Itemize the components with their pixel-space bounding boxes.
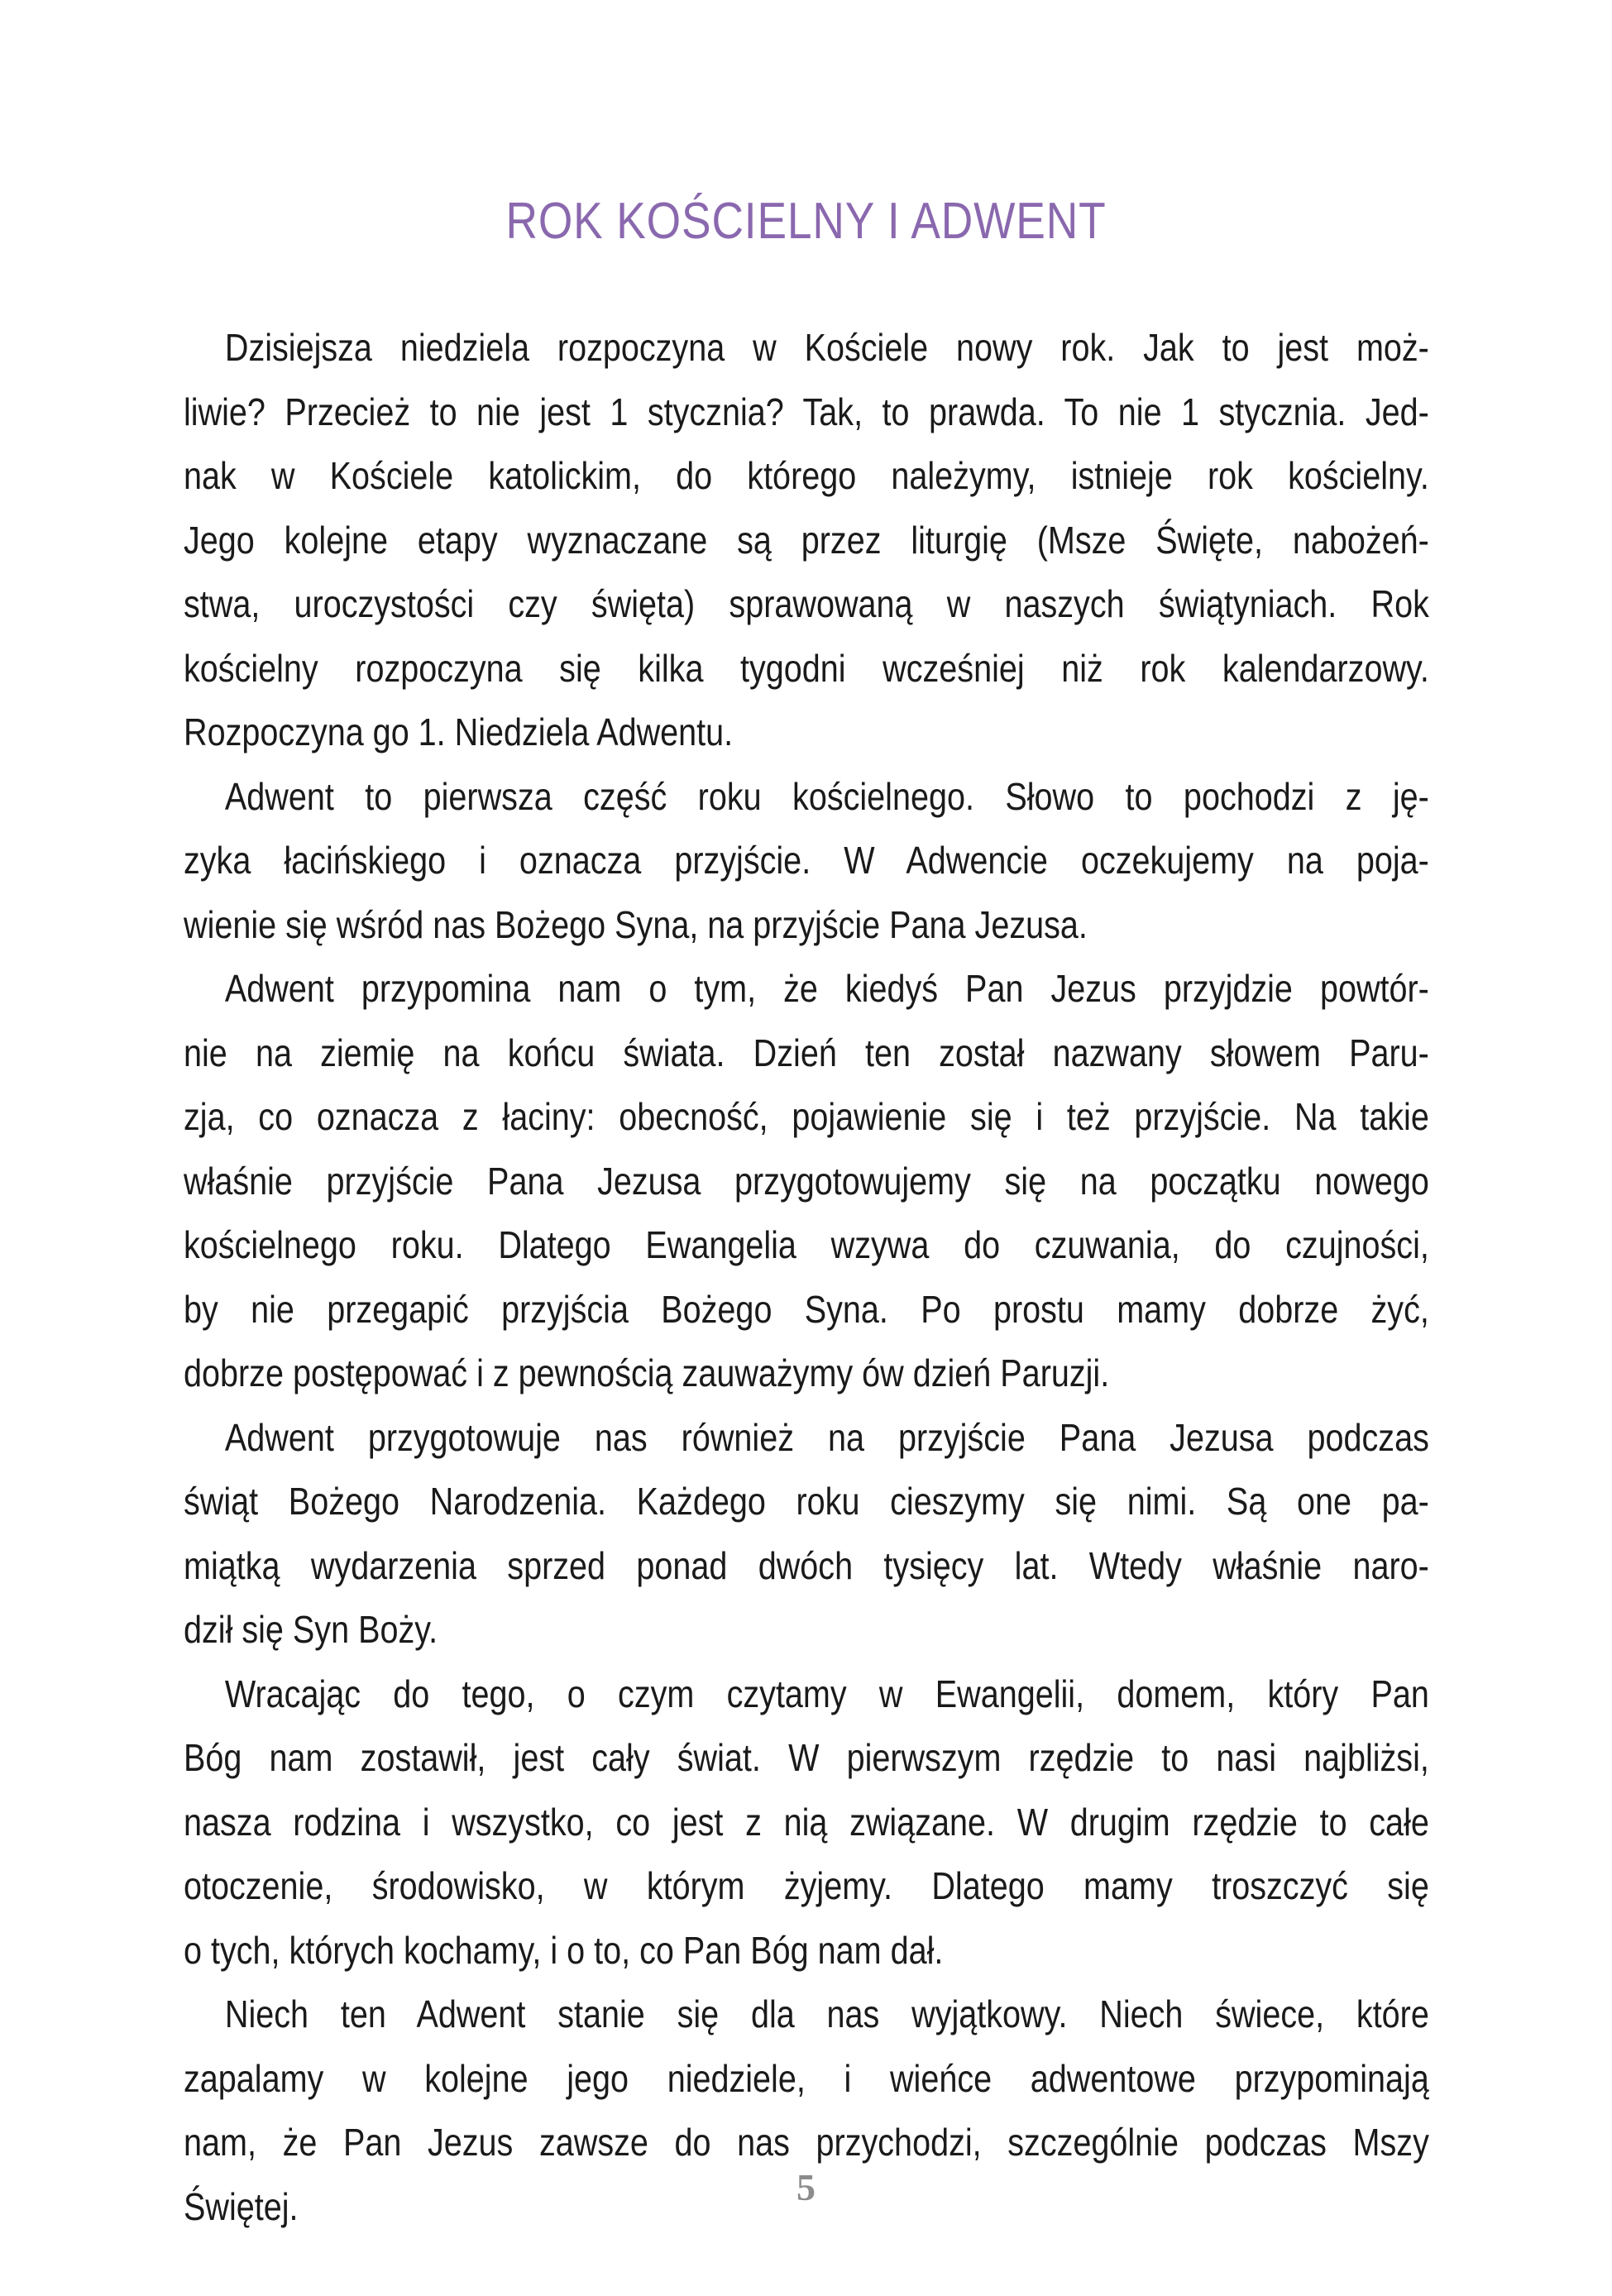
text-line: Adwent to pierwsza część roku kościelnego. Słowo to pochodzi z ję-: [224, 774, 1429, 818]
text-line: nam, że Pan Jezus zawsze do nas przychodzi, szczególnie podczas Mszy: [184, 2121, 1429, 2164]
text-line: Wracając do tego, o czym czytamy w Ewangelii, domem, który Pan: [224, 1672, 1429, 1715]
text-line: kościelnego roku. Dlatego Ewangelia wzywa do czuwania, do czujności,: [184, 1223, 1429, 1266]
text-line: zja, co oznacza z łaciny: obecność, pojawienie się i też przyjście. Na takie: [184, 1095, 1429, 1138]
text-line: Adwent przypomina nam o tym, że kiedyś Pan Jezus przyjdzie powtór-: [224, 967, 1429, 1010]
text-line: Dzisiejsza niedziela rozpoczyna w Kościele nowy rok. Jak to jest moż-: [224, 326, 1429, 369]
paragraph: [184, 1406, 1429, 1662]
text-line: liwie? Przecież to nie jest 1 stycznia? Tak, to prawda. To nie 1 stycznia. Jed-: [184, 390, 1429, 433]
text-line: świąt Bożego Narodzenia. Każdego roku cieszymy się nimi. Są one pa-: [184, 1480, 1429, 1523]
text-line: zapalamy w kolejne jego niedziele, i wieńce adwentowe przypominają: [184, 2056, 1429, 2100]
text-line: nie na ziemię na końcu świata. Dzień ten został nazwany słowem Paru-: [184, 1031, 1429, 1074]
text-line: Adwent przygotowuje nas również na przyjście Pana Jezusa podczas: [224, 1415, 1429, 1459]
text-line: właśnie przyjście Pana Jezusa przygotowujemy się na początku nowego: [184, 1159, 1429, 1203]
text-line: o tych, których kochamy, i o to, co Pan Bóg nam dał.: [184, 1928, 944, 1972]
page-number: 5: [796, 2166, 816, 2208]
text-line: stwa, uroczystości czy święta) sprawowaną w naszych świątyniach. Rok: [184, 582, 1429, 625]
paragraph: [184, 957, 1429, 1406]
paragraph: [184, 316, 1429, 765]
text-line: dobrze postępować i z pewnością zauważymy ów dzień Paruzji.: [184, 1351, 1110, 1394]
paragraph: [184, 765, 1429, 958]
text-line: Rozpoczyna go 1. Niedziela Adwentu.: [184, 710, 734, 753]
text-line: Niech ten Adwent stanie się dla nas wyjątkowy. Niech świece, które: [224, 1992, 1429, 2035]
text-line: dził się Syn Boży.: [184, 1608, 438, 1651]
text-line: otoczenie, środowisko, w którym żyjemy. Dlatego mamy troszczyć się: [184, 1864, 1429, 1907]
text-line: kościelny rozpoczyna się kilka tygodni wcześniej niż rok kalendarzowy.: [184, 646, 1429, 690]
text-line: nasza rodzina i wszystko, co jest z nią związane. W drugim rzędzie to całe: [184, 1800, 1429, 1844]
text-line: Jego kolejne etapy wyznaczane są przez liturgię (Msze Święte, nabożeń-: [184, 518, 1429, 562]
text-line: Świętej.: [184, 2184, 299, 2228]
text-line: wienie się wśród nas Bożego Syna, na przyjście Pana Jezusa.: [184, 902, 1088, 946]
body-text: [184, 316, 1429, 2239]
text-line: by nie przegapić przyjścia Bożego Syna. Po prostu mamy dobrze żyć,: [184, 1287, 1429, 1331]
text-line: zyka łacińskiego i oznacza przyjście. W Adwencie oczekujemy na poja-: [184, 839, 1429, 882]
page-title: ROK KOŚCIELNY I ADWENT: [505, 193, 1107, 250]
paragraph: [184, 1662, 1429, 1983]
text-line: Bóg nam zostawił, jest cały świat. W pierwszym rzędzie to nasi najbliżsi,: [184, 1736, 1429, 1779]
text-line: miątką wydarzenia sprzed ponad dwóch tysięcy lat. Wtedy właśnie naro-: [184, 1543, 1429, 1587]
text-line: nak w Kościele katolickim, do którego należymy, istnieje rok kościelny.: [184, 454, 1429, 497]
